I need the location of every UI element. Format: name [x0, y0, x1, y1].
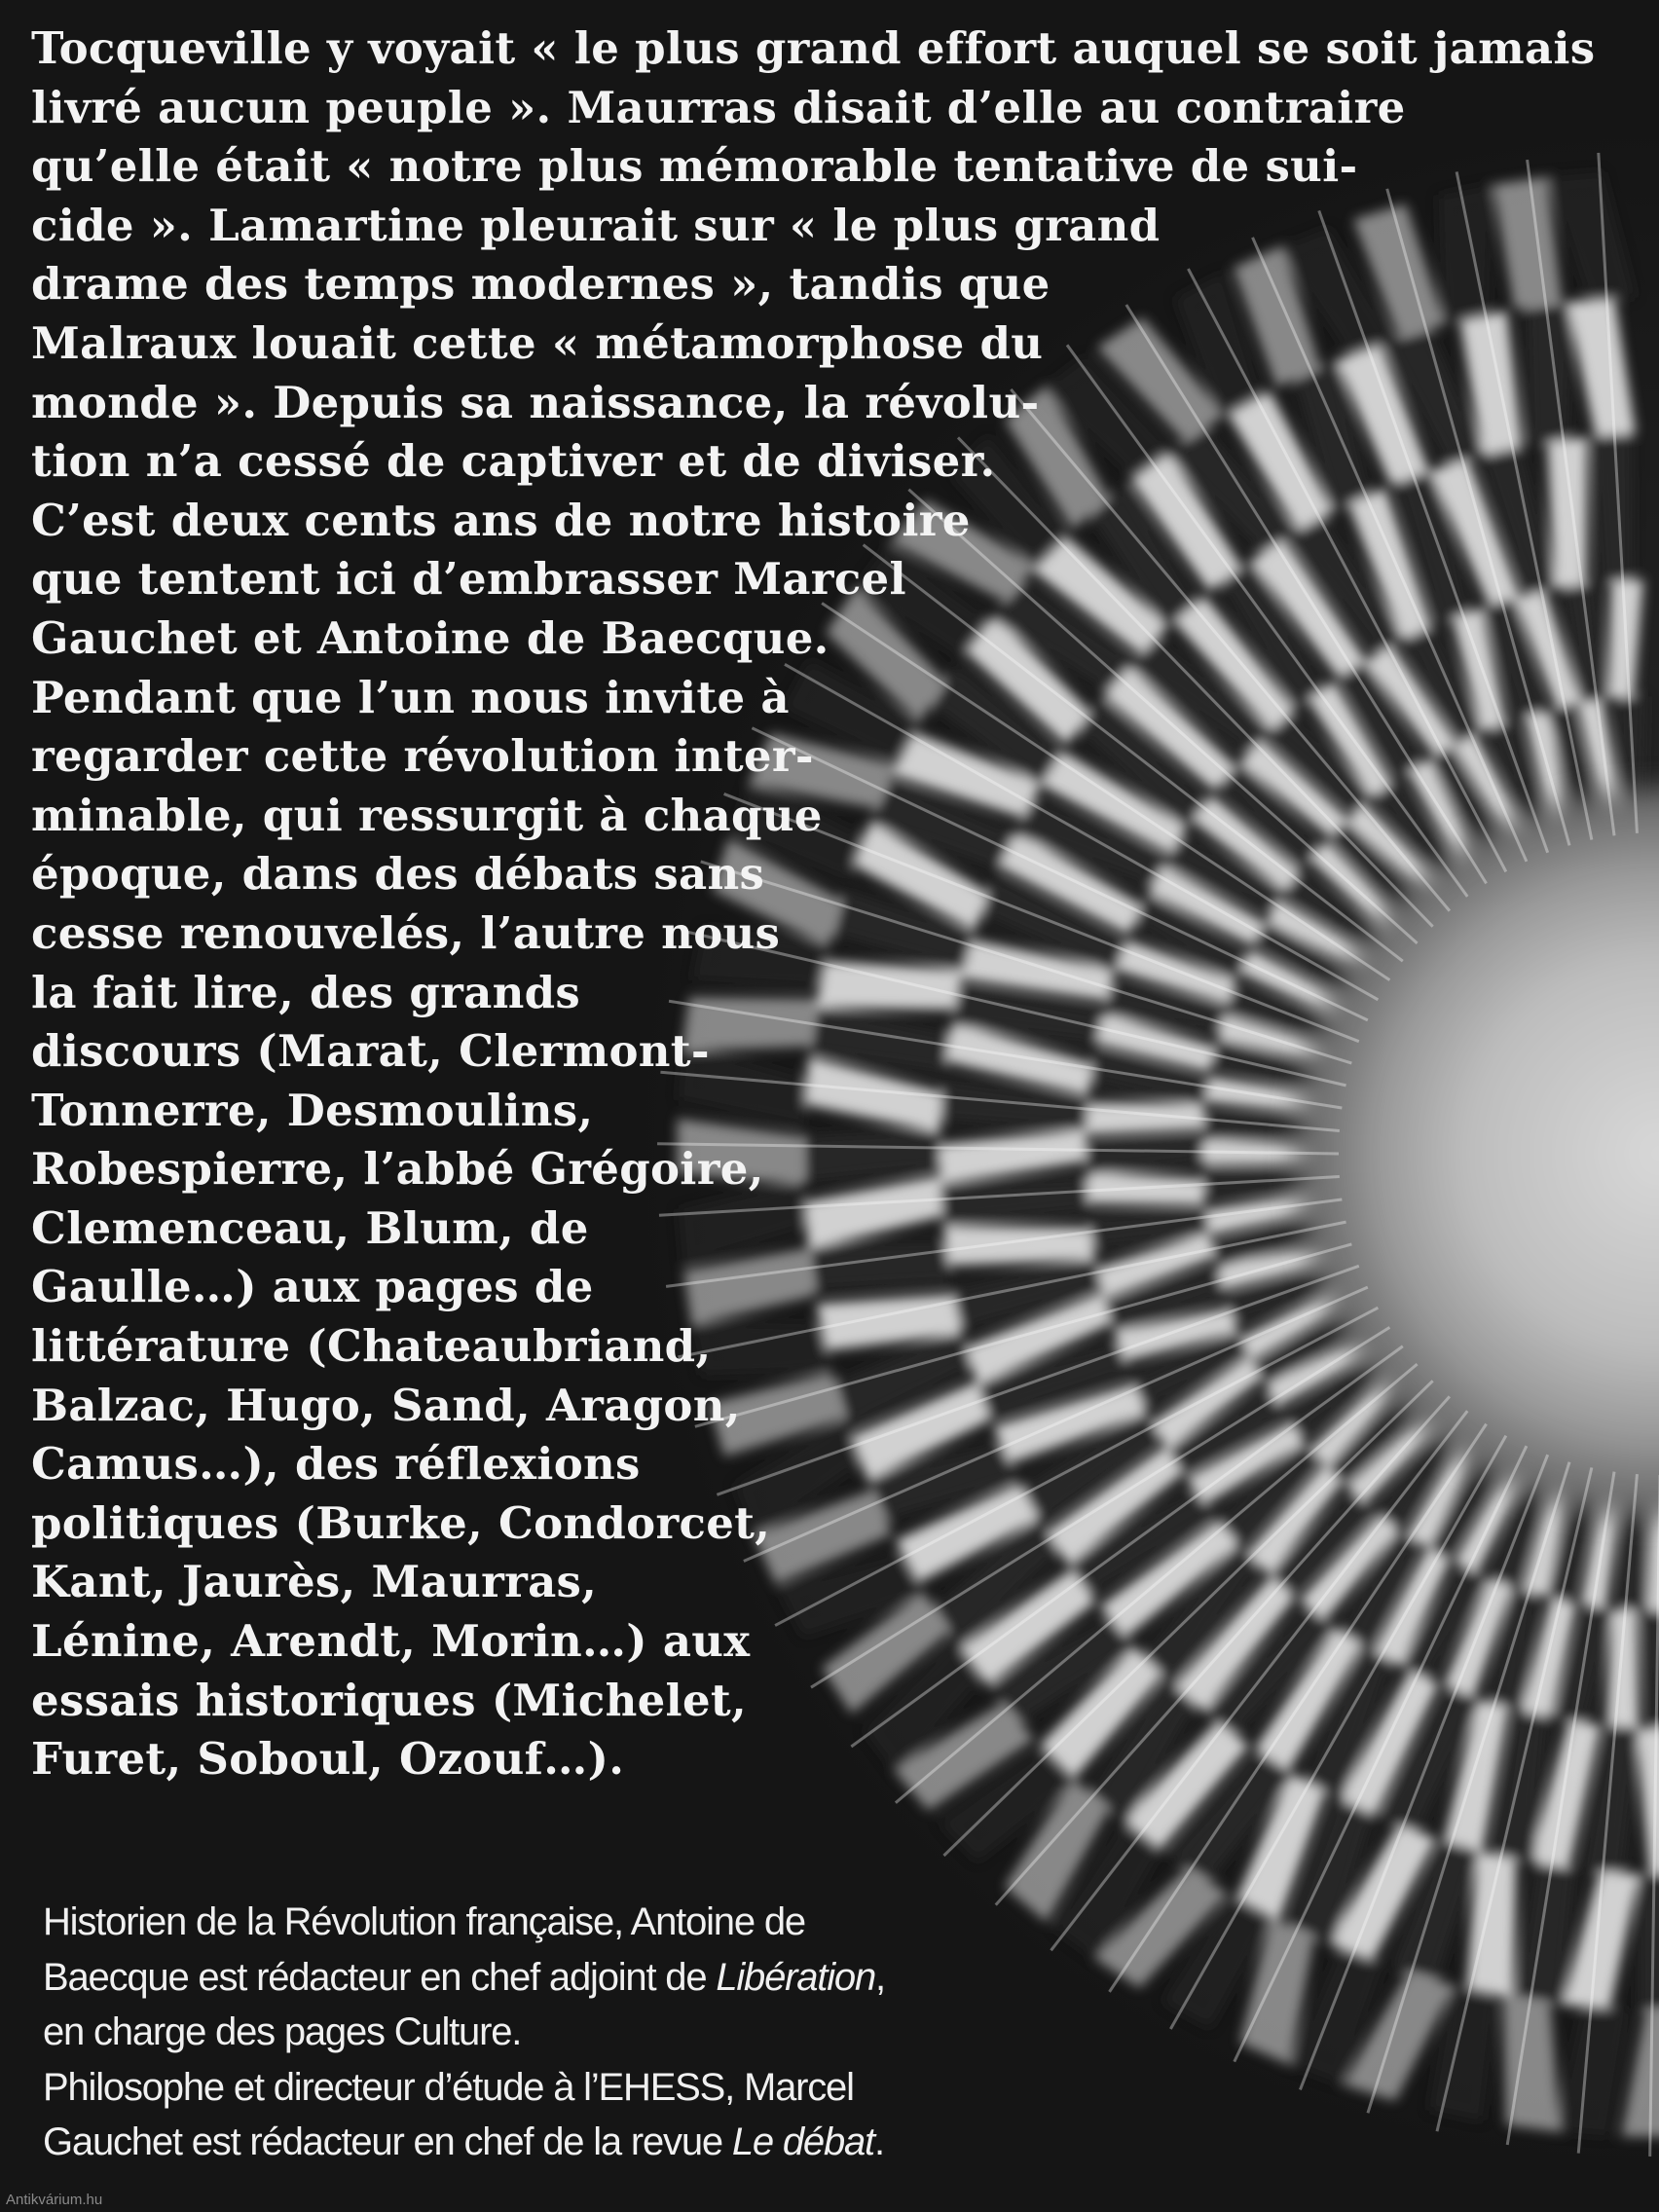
- bio-punct: .: [873, 2120, 884, 2163]
- blurb-line: politiques (Burke, Condorcet,: [31, 1496, 771, 1549]
- blurb-line: Clemenceau, Blum, de: [31, 1201, 589, 1254]
- blurb-line: livré aucun peuple ». Maurras disait d’elle au contraire: [31, 81, 1406, 133]
- blurb-line: Tocqueville y voyait « le plus grand effort auquel se soit jamais: [31, 22, 1596, 74]
- blurb-line: littérature (Chateaubriand,: [31, 1320, 712, 1373]
- blurb-line: époque, dans des débats sans: [31, 848, 765, 901]
- blurb-line: drame des temps modernes », tandis que: [31, 258, 1051, 311]
- bio-line: Historien de la Révolution française, Antoine de: [43, 1900, 805, 1943]
- blurb-line: qu’elle était « notre plus mémorable tentative de sui-: [31, 140, 1358, 193]
- blurb-line: Tonnerre, Desmoulins,: [31, 1084, 594, 1136]
- blurb-line: cide ». Lamartine pleurait sur « le plus grand: [31, 199, 1161, 251]
- blurb-line: Gauchet et Antoine de Baecque.: [31, 611, 830, 664]
- blurb-line: Camus…), des réflexions: [31, 1438, 641, 1491]
- newspaper-title: Libération: [716, 1955, 875, 1999]
- bio-line: [43, 2115, 1114, 2170]
- blurb-line: Balzac, Hugo, Sand, Aragon,: [31, 1379, 741, 1431]
- blurb-line: la fait lire, des grands: [31, 966, 580, 1018]
- blurb-line: essais historiques (Michelet,: [31, 1674, 747, 1726]
- blurb-line: que tentent ici d’embrasser Marcel: [31, 553, 906, 606]
- bio-text: Baecque est rédacteur en chef adjoint de: [43, 1955, 717, 1999]
- blurb-line: Malraux louait cette « métamorphose du: [31, 316, 1044, 369]
- blurb-line: Lénine, Arendt, Morin…) aux: [31, 1615, 751, 1668]
- blurb-line: tion n’a cessé de captiver et de diviser.: [31, 435, 996, 488]
- blurb-line: C’est deux cents ans de notre histoire: [31, 494, 971, 546]
- bio-text: Gauchet est rédacteur en chef de la revue: [43, 2120, 732, 2163]
- bio-line: Philosophe et directeur d’étude à l’EHESS, Marcel: [43, 2065, 854, 2109]
- blurb-line: cesse renouvelés, l’autre nous: [31, 906, 781, 959]
- blurb-line: discours (Marat, Clermont-: [31, 1025, 710, 1078]
- blurb-text: [31, 19, 1596, 1789]
- blurb-line: Furet, Soboul, Ozouf…).: [31, 1733, 625, 1786]
- bio-punct: ,: [875, 1955, 885, 1999]
- watermark: Antikvárium.hu: [6, 2192, 103, 2208]
- blurb-line: monde ». Depuis sa naissance, la révolu-: [31, 376, 1040, 428]
- blurb-line: regarder cette révolution inter-: [31, 730, 814, 783]
- blurb-line: Gaulle…) aux pages de: [31, 1261, 594, 1313]
- blurb-line: Robespierre, l’abbé Grégoire,: [31, 1143, 764, 1196]
- author-bio: [43, 1895, 1114, 2170]
- journal-title: Le débat: [731, 2120, 874, 2163]
- bio-line: [43, 1950, 1114, 2006]
- blurb-line: minable, qui ressurgit à chaque: [31, 789, 823, 841]
- bio-line: en charge des pages Culture.: [43, 2010, 522, 2053]
- blurb-line: Pendant que l’un nous invite à: [31, 671, 790, 723]
- blurb-line: Kant, Jaurès, Maurras,: [31, 1556, 598, 1608]
